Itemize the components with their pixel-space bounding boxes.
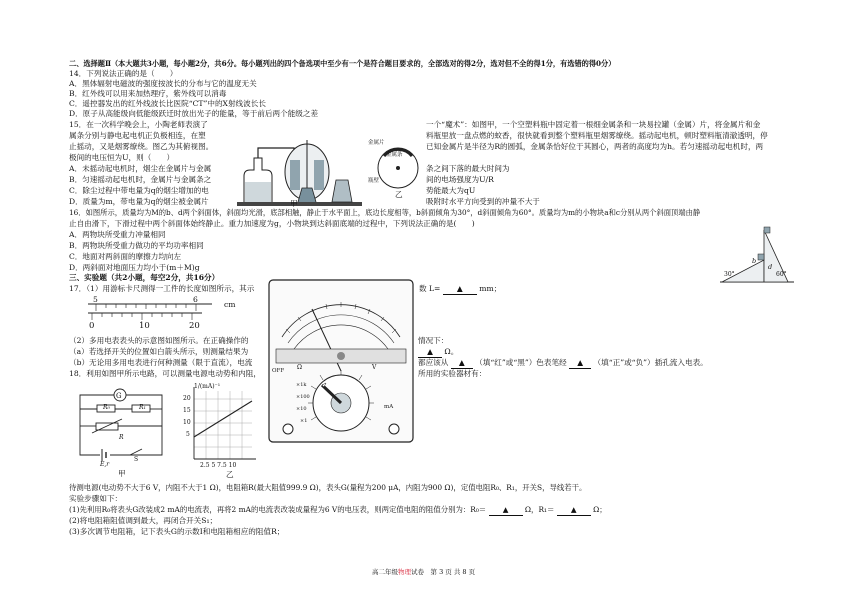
- footer-subject: 物理: [398, 568, 411, 576]
- graph-ytick-5: 5: [186, 431, 190, 438]
- q14-option-a: A．黑体辐射电磁波的强度按波长的分布与它的温度无关: [69, 79, 257, 88]
- graph-fig-label-yi: 乙: [226, 470, 234, 479]
- answer-blank-l[interactable]: [443, 284, 477, 295]
- q16-line2: 止自由滑下，下滑过程中两个斜面体始终静止。重力加速度为g，小物块到达斜面底端的过程中，下列说法正确的是( ): [69, 219, 475, 228]
- circuit-label-r: R: [119, 434, 124, 441]
- meter-label-ohm: Ω: [297, 364, 302, 371]
- footer-page: 试卷 第 3 页 共 8 页: [411, 568, 476, 576]
- triangle-marker: ▲: [577, 358, 584, 367]
- q16-label-d: d: [768, 263, 773, 271]
- caliper-vernier-10: 10: [139, 321, 150, 331]
- q15-label-metal-sheet: 金属片: [368, 140, 385, 146]
- caliper-main-5: 5: [93, 295, 98, 304]
- q17-b-pre: 都应该从: [418, 358, 449, 367]
- caliper-unit: cm: [224, 300, 236, 309]
- q15-label-bottle-wall: 瓶壁: [368, 178, 380, 184]
- q18-r-pre: (1)先利用R₀将表头G改装成2 mA的电流表，再将2 mA的电流表改装成量程为6 V的电压表，则两定值电阻的阻值分别为：R₀＝: [69, 505, 487, 514]
- triangle-marker: ▲: [458, 358, 465, 367]
- section3-header: 三、实验题（共2小题，每空2分，共16分）: [69, 273, 220, 282]
- q15-option-b-right: 间的电场强度为U/R: [426, 175, 494, 184]
- circuit-label-r0: R₀: [103, 404, 110, 411]
- q18-line6: (3)多次调节电阻箱，记下表头G的示数I和电阻箱相应的阻值R；: [69, 527, 285, 536]
- q15-option-b-left: B．匀速摇动起电机时，金属片与金属条之: [69, 175, 212, 184]
- q17-line1: 17．（1）用游标卡尺测得一工件的长度如图所示，其示: [69, 284, 255, 293]
- q17-l-suffix: mm；: [479, 284, 502, 293]
- meter-label-off: OFF: [272, 368, 285, 374]
- meter-label-x1: ×1: [300, 418, 308, 424]
- q14-option-d: D．原子从高能级向低能级跃迁时放出光子的能量，等于前后两个能级之差: [69, 109, 319, 118]
- q15-line4: 极间的电压恒为U，则（ ）: [69, 153, 175, 162]
- q17-b-post: （填“正”或“负”）插孔流入电表。: [593, 358, 708, 367]
- q15-option-d-left: D．质量为m，带电量为q的烟尘被金属片: [69, 197, 209, 206]
- answer-blank-r1[interactable]: [557, 505, 591, 516]
- circuit-label-g: G: [116, 392, 122, 400]
- q15-fig-label-jia: 甲: [290, 199, 298, 208]
- caliper-figure: [82, 293, 222, 331]
- q17-l-prefix: 数 L=: [419, 284, 441, 293]
- multimeter-figure: [268, 279, 414, 443]
- circuit-fig-label-jia: 甲: [118, 469, 126, 478]
- q17-b-mid: （填“红”或“黑”）色表笔经: [475, 358, 567, 367]
- q16-label-60: 60°: [776, 271, 787, 278]
- q18-line4: [69, 505, 607, 516]
- graph-xticks: 2.5 5 7.5 10: [200, 462, 237, 469]
- triangle-marker: ▲: [456, 284, 463, 293]
- q17-line2: （2）多用电表表头的示意图如图所示。在正确操作的: [69, 336, 249, 345]
- q15-option-a-right: 条之间下落的最大时间为: [426, 164, 510, 173]
- answer-blank-b1[interactable]: [451, 358, 473, 369]
- q16-option-b: B．两物块所受重力做功的平均功率相同: [69, 241, 204, 250]
- q15-line2: 属条分别与静电起电机正负极相连，在塑: [69, 131, 206, 140]
- q16-label-b: b: [752, 257, 757, 265]
- q17-line4: （b）无论用多用电表进行何种测量（限于直流），电流: [69, 358, 253, 367]
- triangle-marker: ▲: [502, 505, 509, 514]
- q18-r-mid: Ω，R₁＝: [524, 505, 555, 514]
- q15-label-metal-strip: 金属条: [386, 152, 403, 158]
- q16-line1: 16．如图所示，质量均为M的b、d两个斜面体，斜面均光滑，底部相触，静止于水平面上，底边长度相等，b斜面倾角为30°，d斜面倾角为60°。质量均为m的小物块a和c分别从两个斜面顶端由静: [69, 208, 701, 217]
- q15-line1-right: 一个“魔术”：如图甲，一个空塑料瓶中固定着一根细金属条和一块易拉罐（金属）片，将金属片和金: [426, 120, 761, 129]
- caliper-vernier-20: 20: [189, 321, 200, 331]
- graph-figure: [180, 385, 260, 465]
- circuit-label-r1: R₁: [139, 404, 146, 411]
- q17-answer-b: [418, 358, 708, 369]
- q15-fig-label-yi: 乙: [395, 190, 403, 199]
- graph-ytick-20: 20: [183, 395, 191, 402]
- meter-label-x1k: ×1k: [296, 382, 307, 388]
- triangle-marker: ▲: [427, 347, 433, 356]
- q15-option-d-right: 吸附时水平方向受到的冲量不大于: [426, 197, 540, 206]
- q15-bottle-figure: [232, 118, 367, 208]
- caliper-vernier-0: 0: [89, 321, 95, 331]
- q15-option-a-left: A．未摇动起电机时，烟尘在金属片与金属: [69, 164, 212, 173]
- q16-label-30: 30°: [724, 271, 735, 278]
- q18-line2: 待测电源(电动势不大于6 V，内阻不大于1 Ω)，电阻箱R(最大阻值999.9 Ω)，表头G(量程为200 μA，内阻为900 Ω)，定值电阻R₀、R₁，开关S，导线若干。: [69, 483, 587, 492]
- q14-option-c: C．遥控器发出的红外线波长比医院“CT”中的X射线波长长: [69, 99, 266, 108]
- q14-option-b: B．红外线可以用来加热理疗，紫外线可以消毒: [69, 89, 227, 98]
- meter-label-x100: ×100: [296, 394, 310, 400]
- q15-option-c-left: C．除尘过程中带电量为q的烟尘增加的电: [69, 186, 209, 195]
- answer-blank-b2[interactable]: [569, 358, 591, 369]
- q15-line3-right: 已知金属片是半径为R的圆弧，金属条恰好位于其圆心，两者的高度均为h。若匀速摇动起电机时，两: [426, 142, 764, 151]
- answer-blank-a[interactable]: [418, 347, 442, 358]
- q18-line1: 18．利用如图甲所示电路，可以测量电源电动势和内阻，: [69, 369, 261, 378]
- q15-line2-right: 料瓶里放一盘点燃的蚊香，很快就看到整个塑料瓶里烟雾缭绕。摇动起电机，顿时塑料瓶清澈透明，停: [426, 131, 768, 140]
- graph-ytick-15: 15: [183, 407, 191, 414]
- q15-line3: 止摇动，又是烟雾缭绕。图乙为其俯视图。: [69, 142, 214, 151]
- q15-line1: 15．在一次科学晚会上，小陶老师表演了: [69, 120, 208, 129]
- footer-grade: 高二年级: [372, 568, 398, 576]
- circuit-label-s: S: [134, 456, 139, 463]
- q18-line5: (2)将电阻箱阻值调到最大，再闭合开关S₁；: [69, 516, 218, 525]
- q16-option-c: C．地面对两斜面的摩擦力均向左: [69, 252, 182, 261]
- page-footer: [372, 567, 475, 577]
- q17-answer-a: [418, 347, 458, 358]
- q18-r-post: Ω；: [593, 505, 607, 514]
- q18-line1-right: 所用的实验器材有：: [418, 369, 487, 378]
- circuit-label-er: E,r: [100, 461, 110, 468]
- q17-a-suffix: Ω。: [444, 347, 459, 356]
- section2-header: 二、选择题Ⅱ（本大题共3小题，每小题2分，共6分。每小题列出的四个备选项中至少有一个是符合题目要求的，全部选对的得2分，选对但不全的得1分，有选错的得0分）: [69, 59, 616, 68]
- q17-answer-l: [419, 284, 501, 295]
- q17-line2-right: 情况下：: [418, 336, 449, 345]
- answer-blank-r0[interactable]: [489, 505, 523, 516]
- q14-stem: 14．下列说法正确的是（ ）: [69, 69, 178, 78]
- meter-label-x10: ×10: [296, 406, 307, 412]
- graph-ylabel: 1/(mA)⁻¹: [194, 383, 221, 390]
- q16-option-d: D．两斜面对地面压力均小于(m＋M)g: [69, 263, 200, 272]
- q18-line3: 实验步骤如下：: [69, 494, 123, 503]
- q15-option-c-right: 势能最大为qU: [426, 186, 476, 195]
- graph-ytick-10: 10: [183, 419, 191, 426]
- q17-line3: （a）若选择开关的位置如白箭头所示，则测量结果为: [69, 347, 249, 356]
- meter-label-ma: mA: [384, 404, 394, 410]
- caliper-main-6: 6: [193, 295, 198, 304]
- meter-label-v: V: [372, 364, 377, 371]
- triangle-marker: ▲: [570, 505, 577, 514]
- q16-option-a: A．两物块所受重力冲量相同: [69, 230, 166, 239]
